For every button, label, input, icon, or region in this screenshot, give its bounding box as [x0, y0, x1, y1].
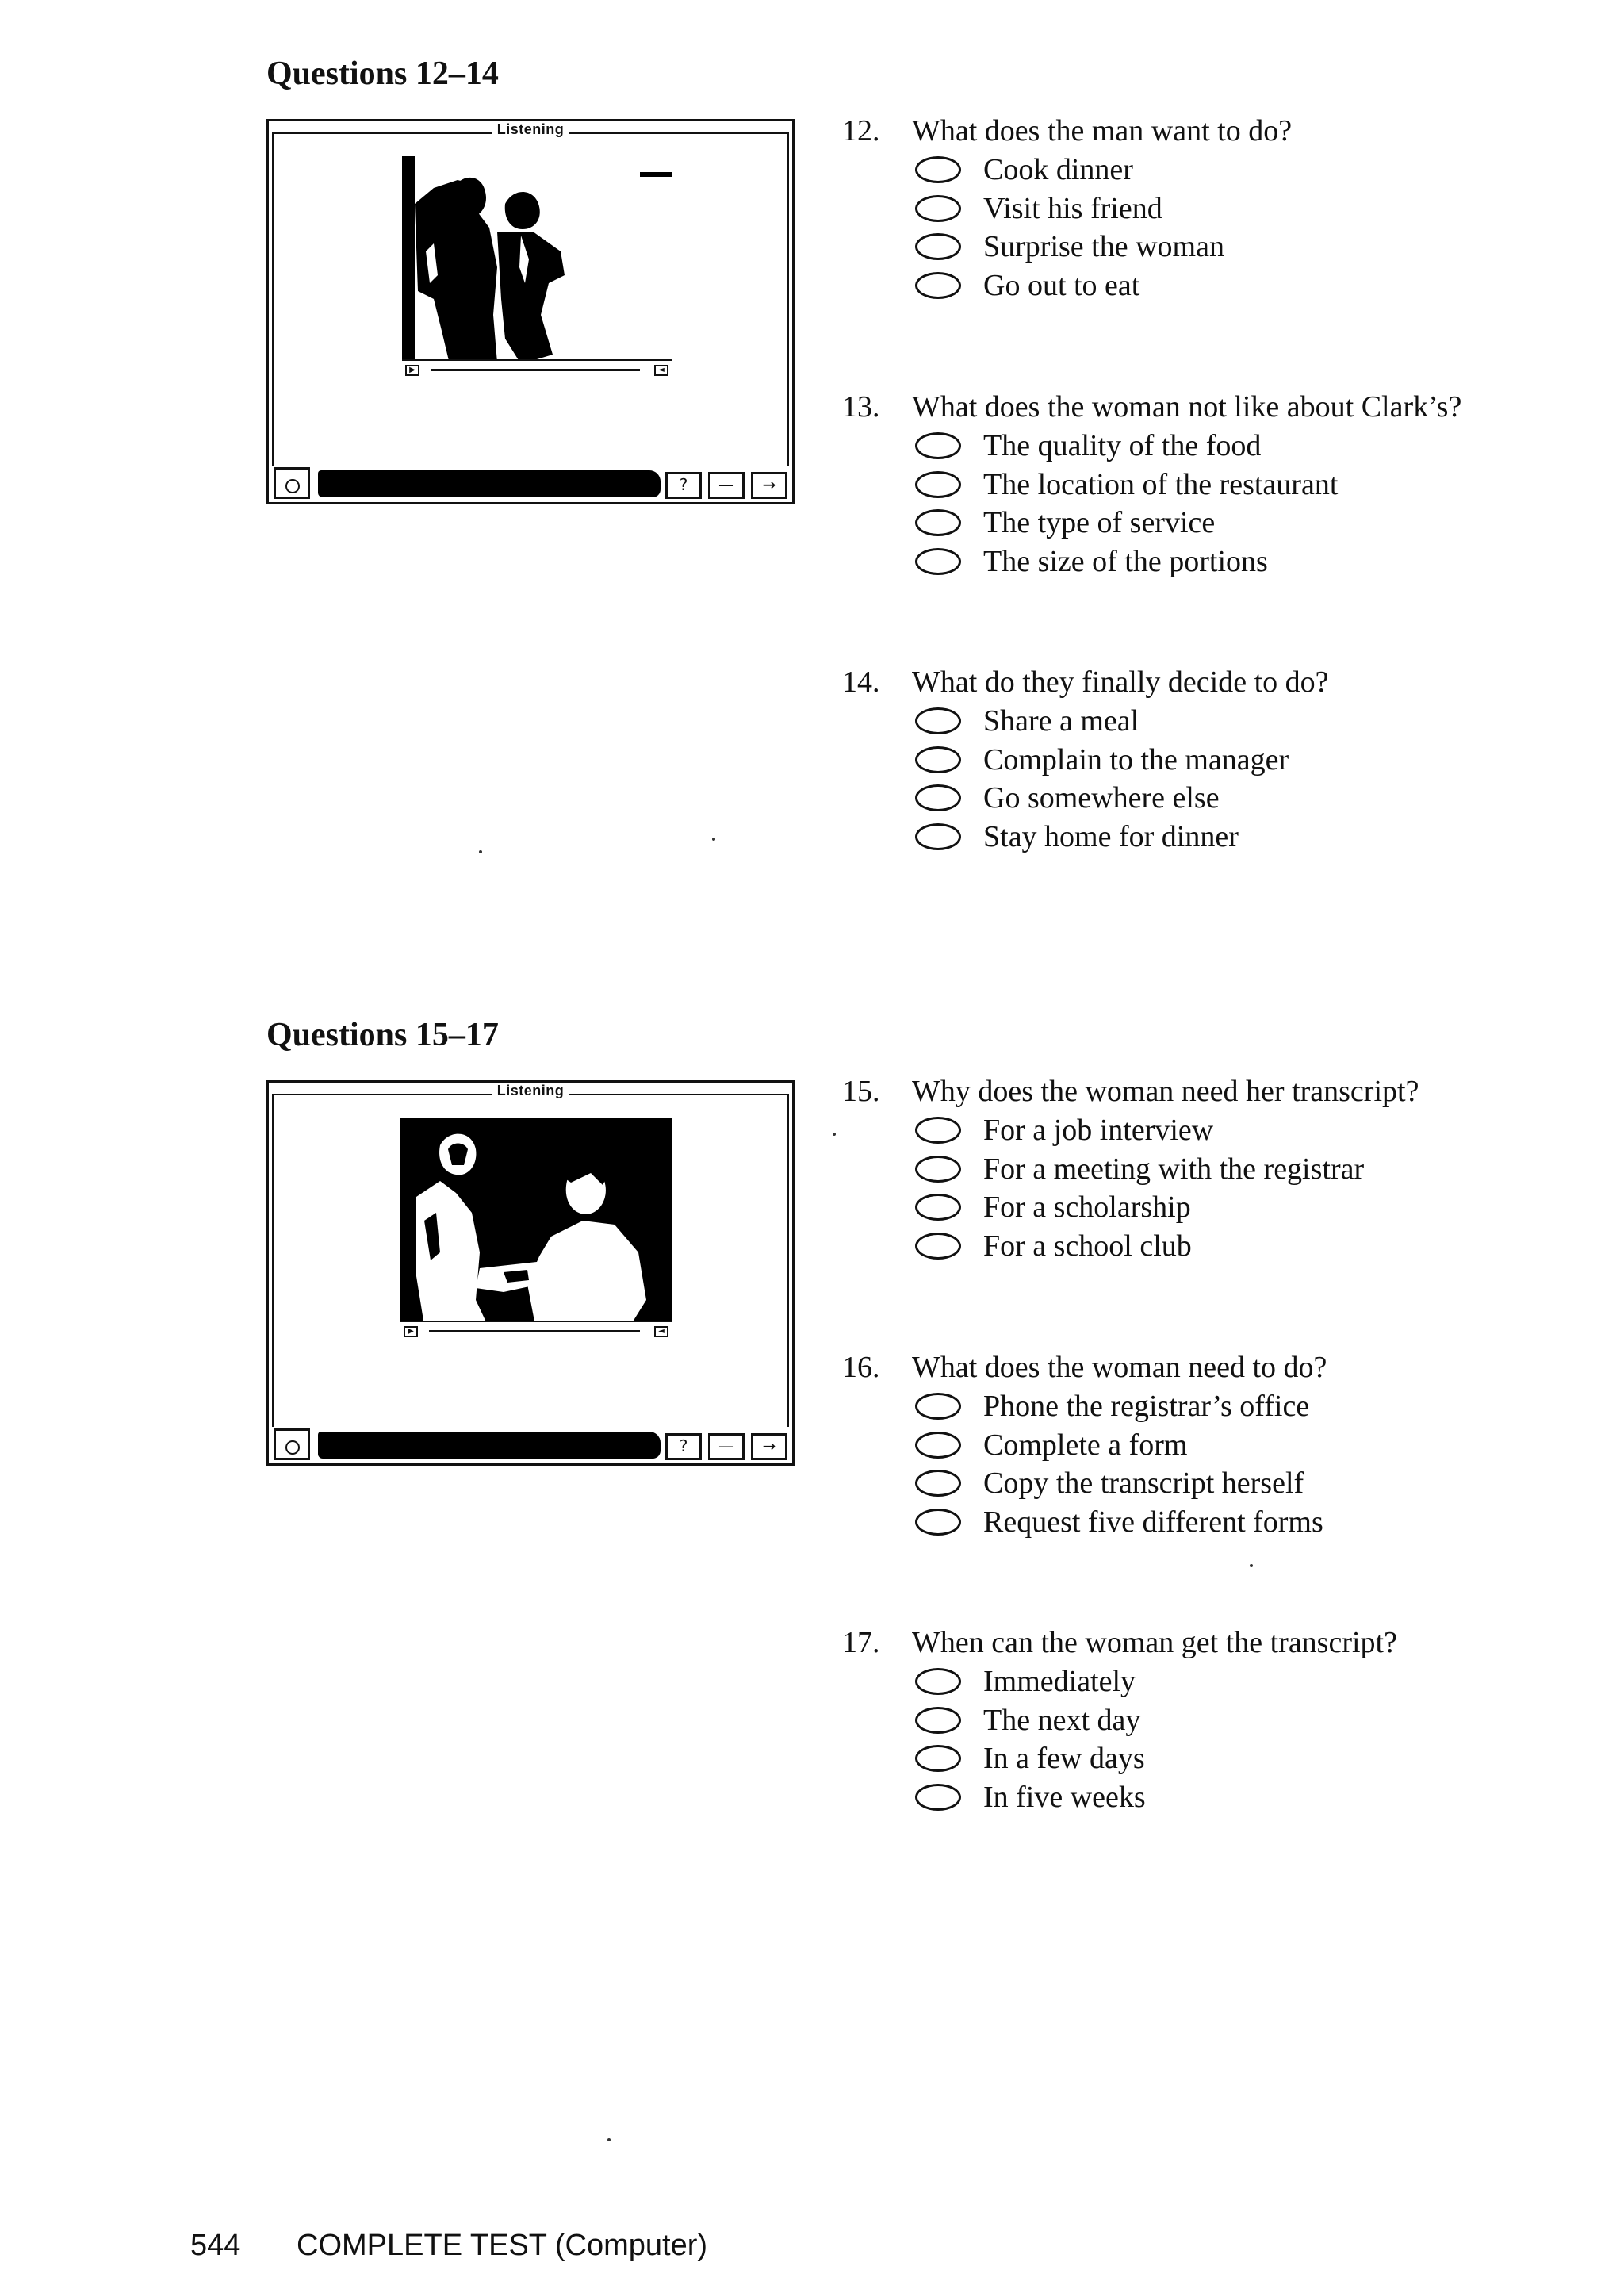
radio-oval-icon[interactable] — [915, 823, 961, 850]
option-label: For a meeting with the registrar — [983, 1152, 1365, 1186]
answer-option[interactable] — [842, 151, 1292, 190]
radio-oval-icon[interactable] — [915, 509, 961, 536]
video-progress-track — [429, 1330, 640, 1332]
radio-oval-icon[interactable] — [915, 156, 961, 183]
radio-oval-icon[interactable] — [915, 1470, 961, 1497]
answer-option[interactable] — [842, 543, 1461, 581]
radio-oval-icon[interactable] — [915, 784, 961, 811]
confirm-icon: — — [718, 475, 734, 494]
radio-oval-icon[interactable] — [915, 233, 961, 260]
question-number: 12. — [842, 114, 880, 148]
confirm-icon: — — [718, 1436, 734, 1455]
option-label: Stay home for dinner — [983, 819, 1239, 853]
answer-option[interactable] — [842, 266, 1292, 305]
radio-oval-icon[interactable] — [915, 1233, 961, 1260]
scan-speck — [833, 1133, 836, 1136]
option-label: For a job interview — [983, 1114, 1214, 1148]
answer-option[interactable] — [842, 1739, 1397, 1778]
option-label: Copy the transcript herself — [983, 1467, 1304, 1501]
radio-oval-icon[interactable] — [915, 746, 961, 773]
toolbar-bar — [318, 470, 661, 497]
question-17 — [842, 1628, 1397, 1816]
time-button[interactable] — [274, 467, 310, 499]
answer-option[interactable] — [842, 1111, 1419, 1150]
scan-speck — [1250, 1564, 1253, 1567]
radio-oval-icon[interactable] — [915, 195, 961, 222]
option-label: Go out to eat — [983, 268, 1140, 302]
question-number: 16. — [842, 1351, 880, 1384]
answer-option[interactable] — [842, 702, 1329, 741]
question-number: 14. — [842, 665, 880, 699]
time-button[interactable] — [274, 1428, 310, 1460]
next-arrow-icon: → — [762, 475, 776, 494]
answer-option[interactable] — [842, 1701, 1397, 1740]
answer-option[interactable] — [842, 466, 1461, 504]
video-still-image — [400, 1118, 672, 1340]
radio-oval-icon[interactable] — [915, 1194, 961, 1221]
listening-screen — [266, 1080, 795, 1466]
option-label: In five weeks — [983, 1780, 1146, 1814]
answer-option[interactable] — [842, 1778, 1397, 1817]
option-label: In a few days — [983, 1742, 1145, 1776]
radio-oval-icon[interactable] — [915, 1432, 961, 1459]
question-text: What does the woman not like about Clark’s? — [912, 390, 1462, 424]
toolbar — [274, 467, 787, 499]
question-number: 13. — [842, 390, 880, 424]
clock-icon — [285, 1440, 300, 1455]
clock-icon — [285, 479, 300, 493]
option-label: The next day — [983, 1703, 1141, 1737]
page-number: 544 — [190, 2229, 241, 2262]
page-footer — [190, 2229, 707, 2263]
scan-speck — [479, 850, 482, 853]
radio-oval-icon[interactable] — [915, 1156, 961, 1183]
question-number: 15. — [842, 1075, 880, 1108]
help-icon: ? — [679, 1436, 688, 1455]
confirm-button[interactable] — [708, 1433, 745, 1460]
volume-icon[interactable]: ◄ — [654, 1326, 668, 1337]
help-button[interactable] — [665, 1433, 702, 1460]
option-label: Immediately — [983, 1665, 1136, 1699]
answer-option[interactable] — [842, 1464, 1327, 1503]
option-label: For a school club — [983, 1229, 1192, 1263]
question-number: 17. — [842, 1626, 880, 1659]
answer-option[interactable] — [842, 779, 1329, 818]
scan-speck — [607, 2138, 611, 2141]
option-label: Complete a form — [983, 1428, 1188, 1462]
radio-oval-icon[interactable] — [915, 1707, 961, 1734]
option-label: The location of the restaurant — [983, 467, 1339, 501]
option-label: The size of the portions — [983, 544, 1268, 578]
volume-icon[interactable]: ◄ — [654, 365, 668, 376]
radio-oval-icon[interactable] — [915, 471, 961, 498]
answer-option[interactable] — [842, 228, 1292, 266]
screen-label: Listening — [492, 121, 569, 137]
radio-oval-icon[interactable] — [915, 548, 961, 575]
question-text: What does the man want to do? — [912, 114, 1293, 148]
radio-oval-icon[interactable] — [915, 707, 961, 734]
question-16 — [842, 1352, 1327, 1541]
option-label: Surprise the woman — [983, 230, 1224, 264]
answer-option[interactable] — [842, 1426, 1327, 1465]
question-13 — [842, 392, 1461, 581]
radio-oval-icon[interactable] — [915, 1745, 961, 1772]
next-arrow-icon: → — [762, 1436, 776, 1455]
option-label: The quality of the food — [983, 429, 1262, 463]
confirm-button[interactable] — [708, 472, 745, 499]
screen-label: Listening — [492, 1083, 569, 1098]
option-label: Phone the registrar’s office — [983, 1390, 1310, 1424]
listening-screen — [266, 119, 795, 504]
section-title: Questions 12–14 — [266, 56, 499, 92]
play-icon[interactable]: ▶ — [405, 365, 419, 376]
answer-option[interactable] — [842, 504, 1461, 543]
video-still-image — [402, 156, 672, 378]
help-icon: ? — [679, 475, 688, 494]
option-label: Go somewhere else — [983, 781, 1220, 815]
running-title: COMPLETE TEST (Computer) — [297, 2229, 708, 2262]
option-label: Visit his friend — [983, 191, 1162, 225]
radio-oval-icon[interactable] — [915, 272, 961, 299]
option-label: The type of service — [983, 506, 1216, 540]
answer-option[interactable] — [842, 741, 1329, 780]
video-controls — [402, 359, 672, 378]
next-button[interactable] — [751, 1433, 787, 1460]
section-title: Questions 15–17 — [266, 1017, 499, 1053]
radio-oval-icon[interactable] — [915, 1784, 961, 1811]
radio-oval-icon[interactable] — [915, 432, 961, 459]
answer-option[interactable] — [842, 427, 1461, 466]
answer-option[interactable] — [842, 190, 1292, 228]
option-label: For a scholarship — [983, 1191, 1191, 1225]
radio-oval-icon[interactable] — [915, 1509, 961, 1536]
play-icon[interactable]: ▶ — [404, 1326, 418, 1337]
question-text: Why does the woman need her transcript? — [912, 1075, 1419, 1108]
answer-option[interactable] — [842, 1227, 1419, 1266]
option-label: Request five different forms — [983, 1505, 1323, 1539]
help-button[interactable] — [665, 472, 702, 499]
video-controls — [400, 1321, 672, 1340]
radio-oval-icon[interactable] — [915, 1117, 961, 1144]
answer-option[interactable] — [842, 1188, 1419, 1227]
answer-option[interactable] — [842, 818, 1329, 857]
question-12 — [842, 116, 1292, 305]
question-text: What does the woman need to do? — [912, 1351, 1327, 1384]
video-progress-track — [431, 369, 640, 371]
toolbar-bar — [318, 1432, 661, 1459]
next-button[interactable] — [751, 472, 787, 499]
option-label: Complain to the manager — [983, 742, 1289, 776]
option-label: Share a meal — [983, 704, 1139, 738]
answer-option[interactable] — [842, 1662, 1397, 1701]
scan-speck — [712, 838, 715, 841]
question-text: What do they finally decide to do? — [912, 665, 1329, 699]
question-15 — [842, 1076, 1419, 1265]
answer-option[interactable] — [842, 1150, 1419, 1189]
question-14 — [842, 667, 1329, 856]
question-text: When can the woman get the transcript? — [912, 1626, 1397, 1659]
option-label: Cook dinner — [983, 153, 1133, 187]
radio-oval-icon[interactable] — [915, 1668, 961, 1695]
answer-option[interactable] — [842, 1387, 1327, 1426]
radio-oval-icon[interactable] — [915, 1393, 961, 1420]
toolbar — [274, 1428, 787, 1460]
answer-option[interactable] — [842, 1503, 1327, 1542]
